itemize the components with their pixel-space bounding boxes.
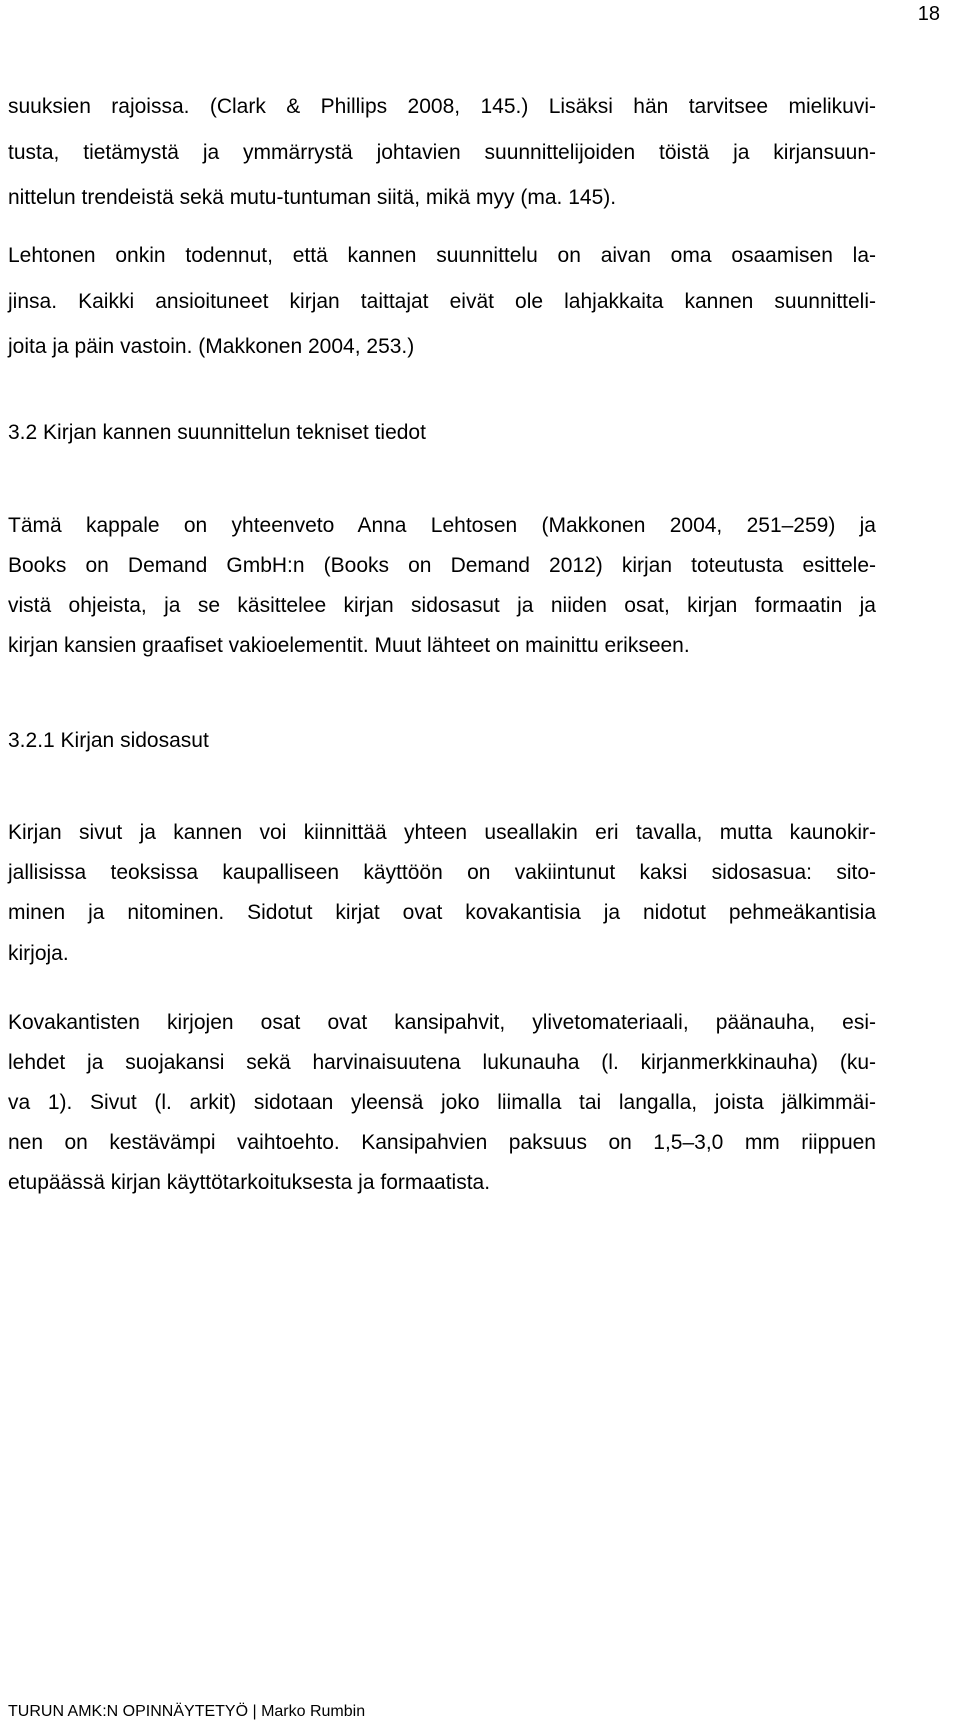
section-heading: 3.2 Kirjan kannen suunnittelun tekniset tiedot: [8, 421, 426, 444]
paragraph-line: Tämä kappale on yhteenveto Anna Lehtosen (Makkonen 2004, 251–259) ja: [8, 514, 876, 537]
paragraph-line: jallisissa teoksissa kaupalliseen käyttöön on vakiintunut kaksi sidosasua: sito-: [8, 861, 876, 884]
page-number: 18: [917, 3, 940, 25]
paragraph-line: Kirjan sivut ja kannen voi kiinnittää yhteen useallakin eri tavalla, mutta kaunokir-: [8, 821, 876, 844]
paragraph-line: Lehtonen onkin todennut, että kannen suunnittelu on aivan oma osaamisen la-: [8, 244, 876, 267]
paragraph-line: va 1). Sivut (l. arkit) sidotaan yleensä joko liimalla tai langalla, joista jälkimmäi-: [8, 1091, 876, 1114]
paragraph-line: nittelun trendeistä sekä mutu-tuntuman siitä, mikä myy (ma. 145).: [8, 186, 617, 209]
paragraph-line: kirjan kansien graafiset vakioelementit. Muut lähteet on mainittu erikseen.: [8, 634, 690, 657]
paragraph-line: Kovakantisten kirjojen osat ovat kansipahvit, ylivetomateriaali, päänauha, esi-: [8, 1011, 876, 1034]
paragraph-line: etupäässä kirjan käyttötarkoituksesta ja formaatista.: [8, 1171, 491, 1194]
paragraph-line: vistä ohjeista, ja se käsittelee kirjan sidosasut ja niiden osat, kirjan formaatin ja: [8, 594, 876, 617]
paragraph-line: kirjoja.: [8, 942, 69, 965]
paragraph-line: minen ja nitominen. Sidotut kirjat ovat kovakantisia ja nidotut pehmeäkantisia: [8, 901, 876, 924]
paragraph-line: Books on Demand GmbH:n (Books on Demand 2012) kirjan toteutusta esittele-: [8, 554, 876, 577]
subsection-heading: 3.2.1 Kirjan sidosasut: [8, 729, 209, 752]
paragraph-line: suuksien rajoissa. (Clark & Phillips 2008, 145.) Lisäksi hän tarvitsee mielikuvi-: [8, 95, 876, 118]
paragraph-line: tusta, tietämystä ja ymmärrystä johtavien suunnittelijoiden töistä ja kirjansuun-: [8, 141, 876, 164]
page-footer: TURUN AMK:N OPINNÄYTETYÖ | Marko Rumbin: [8, 1703, 366, 1720]
paragraph-line: jinsa. Kaikki ansioituneet kirjan taittajat eivät ole lahjakkaita kannen suunnitteli-: [8, 290, 876, 313]
paragraph-line: joita ja päin vastoin. (Makkonen 2004, 253.): [8, 335, 415, 358]
paragraph-line: nen on kestävämpi vaihtoehto. Kansipahvien paksuus on 1,5–3,0 mm riippuen: [8, 1131, 876, 1154]
paragraph-line: lehdet ja suojakansi sekä harvinaisuutena lukunauha (l. kirjanmerkkinauha) (ku-: [8, 1051, 876, 1074]
